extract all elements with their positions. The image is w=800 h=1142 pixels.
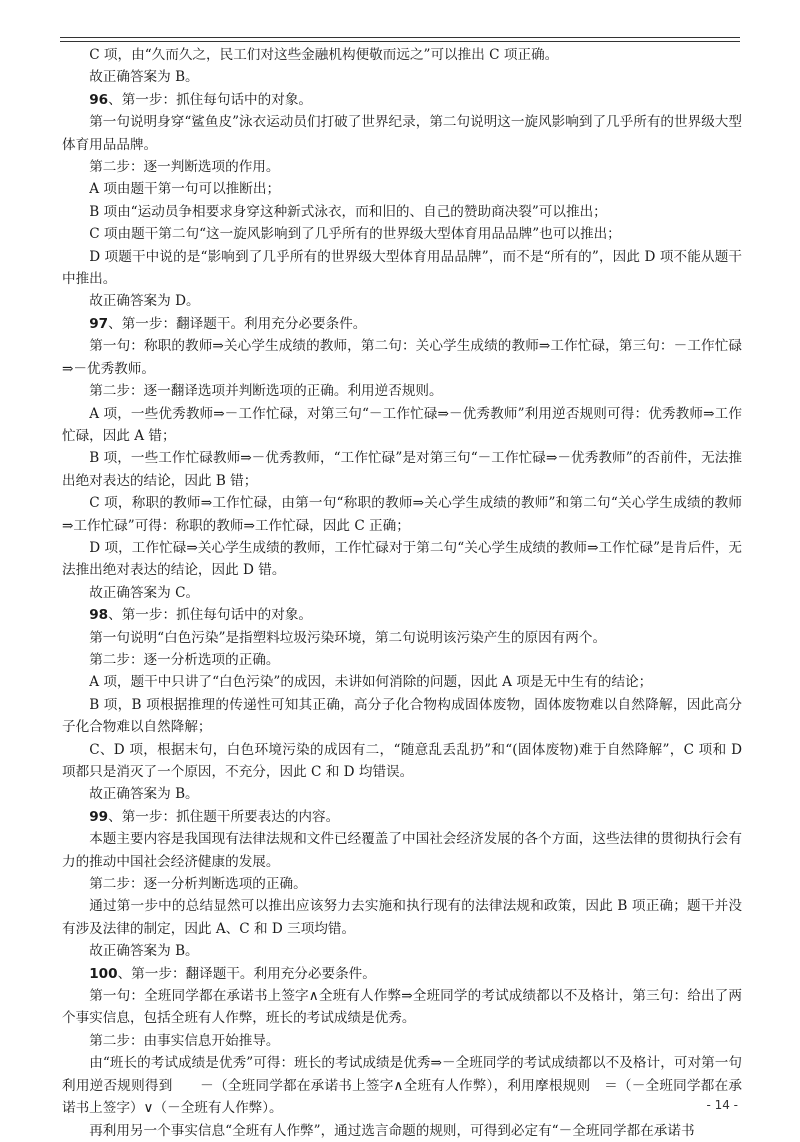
- paragraph: [62, 806, 742, 828]
- paragraph: [62, 739, 742, 784]
- paragraph: [62, 44, 742, 66]
- paragraph: [62, 828, 742, 873]
- paragraph: [62, 963, 742, 985]
- paragraph-text: 故正确答案为 C。: [89, 584, 200, 601]
- paragraph-text: 第二步：由事实信息开始推导。: [89, 1032, 280, 1049]
- paragraph-text: 、第一步：翻译题干。利用充分必要条件。: [117, 965, 376, 982]
- paragraph: [62, 649, 742, 671]
- paragraph: [62, 1030, 742, 1052]
- question-number: 96: [89, 91, 109, 108]
- paragraph: [62, 290, 742, 312]
- paragraph: [62, 178, 742, 200]
- document-body: [62, 44, 742, 1142]
- paragraph: [62, 873, 742, 895]
- paragraph-text: 故正确答案为 B。: [89, 786, 199, 803]
- paragraph: [62, 447, 742, 492]
- paragraph: [62, 671, 742, 693]
- question-number: 98: [89, 607, 109, 624]
- paragraph-text: 第二步：逐一翻译选项并判断选项的正确。利用逆否规则。: [89, 383, 443, 400]
- paragraph: [62, 940, 742, 962]
- paragraph: [62, 895, 742, 940]
- question-number: 97: [89, 315, 109, 332]
- paragraph-text: C 项，由“久而久之，民工们对这些金融机构便敬而远之”可以推出 C 项正确。: [89, 47, 559, 63]
- paragraph-text: A 项由题干第一句可以推断出；: [89, 181, 281, 198]
- page-number: - 14 -: [706, 1098, 738, 1112]
- paragraph-text: 第一句：称职的教师⇒关心学生成绩的教师，第二句：关心学生成绩的教师⇒工作忙碌，第三句：－工作忙碌⇒－优秀教师。: [62, 338, 742, 377]
- paragraph: [62, 156, 742, 178]
- paragraph: [62, 223, 742, 245]
- paragraph-text: C 项，称职的教师⇒工作忙碌，由第一句“称职的教师⇒关心学生成绩的教师”和第二句“关心学生成绩的教师⇒工作忙碌”可得：称职的教师⇒工作忙碌，因此 C 正确；: [62, 495, 742, 534]
- paragraph: [62, 89, 742, 111]
- paragraph-text: 第二步：逐一分析判断选项的正确。: [89, 876, 307, 893]
- paragraph-text: D 项题干中说的是“影响到了几乎所有的世界级大型体育用品品牌”，而不是“所有的”，因此 D 项不能从题干中推出。: [62, 248, 742, 288]
- paragraph-text: B 项，B 项根据推理的传递性可知其正确，高分子化合物构成固体废物，固体废物难以自然降解，因此高分子化合物难以自然降解；: [62, 696, 742, 736]
- paragraph-text: 、第一步：抓住题干所要表达的内容。: [108, 808, 340, 825]
- paragraph-text: D 项，工作忙碌⇒关心学生成绩的教师，工作忙碌对于第二句“关心学生成绩的教师⇒工作忙碌”是肯后件，无法推出绝对表达的结论，因此 D 错。: [62, 539, 742, 579]
- paragraph: [62, 492, 742, 537]
- paragraph: [62, 1052, 742, 1119]
- paragraph-text: A 项，一些优秀教师⇒－工作忙碌，对第三句“－工作忙碌⇒－优秀教师”利用逆否规则可得：优秀教师⇒工作忙碌，因此 A 错；: [62, 405, 742, 444]
- paragraph-text: B 项，一些工作忙碌教师⇒－优秀教师，“工作忙碌”是对第三句“－工作忙碌⇒－优秀教师”的否前件，无法推出绝对表达的结论，因此 B 错；: [62, 450, 742, 489]
- paragraph-text: B 项由“运动员争相要求身穿这种新式泳衣，而和旧的、自己的赞助商决裂”可以推出；: [89, 203, 607, 220]
- paragraph-text: 故正确答案为 B。: [89, 69, 199, 86]
- paragraph-text: 、第一步：抓住每句话中的对象。: [108, 607, 313, 624]
- paragraph: [62, 694, 742, 739]
- question-number: 100: [89, 965, 118, 982]
- paragraph: [62, 1120, 742, 1142]
- paragraph-text: 、第一步：翻译题干。利用充分必要条件。: [108, 315, 367, 332]
- paragraph-text: 本题主要内容是我国现有法律法规和文件已经覆盖了中国社会经济发展的各个方面，这些法律的贯彻执行会有力的推动中国社会经济健康的发展。: [62, 831, 742, 870]
- paragraph-text: 、第一步：抓住每句话中的对象。: [108, 91, 313, 108]
- paragraph-text: 再利用另一个事实信息“全班有人作弊”，通过选言命题的规则，可得到必定有“－全班同学都在承诺书: [89, 1122, 695, 1139]
- paragraph-text: 故正确答案为 B。: [89, 943, 199, 960]
- paragraph: [62, 380, 742, 402]
- paragraph: [62, 335, 742, 380]
- paragraph-text: 由“班长的考试成绩是优秀”可得：班长的考试成绩是优秀⇒－全班同学的考试成绩都以不及格计，可对第一句利用逆否规则得到 －（全班同学都在承诺书上签字∧全班有人作弊），利用摩根规则 ＝（－全班同学都在承诺书上签字）∨（－全班有人作弊）。: [62, 1055, 742, 1117]
- header-rule-thin: [60, 41, 740, 42]
- paragraph-text: 第二步：逐一分析选项的正确。: [89, 651, 280, 668]
- paragraph: [62, 201, 742, 223]
- paragraph: [62, 313, 742, 335]
- question-number: 99: [89, 808, 109, 825]
- paragraph-text: 第一句说明“白色污染”是指塑料垃圾污染环境，第二句说明该污染产生的原因有两个。: [89, 629, 607, 646]
- paragraph: [62, 66, 742, 88]
- paragraph: [62, 111, 742, 156]
- paragraph-text: A 项，题干中只讲了“白色污染”的成因，未讲如何消除的问题，因此 A 项是无中生有的结论；: [89, 674, 653, 691]
- paragraph-text: C、D 项，根据末句，白色环境污染的成因有二，“随意乱丢乱扔”和“(固体废物)难于自然降解”，C 项和 D 项都只是消灭了一个原因，不充分，因此 C 和 D 均错误。: [62, 741, 742, 780]
- header-rule-thick: [60, 37, 740, 38]
- paragraph-text: 第一句：全班同学都在承诺书上签字∧全班有人作弊⇒全班同学的考试成绩都以不及格计，第三句：给出了两个事实信息，包括全班有人作弊，班长的考试成绩是优秀。: [62, 988, 742, 1027]
- paragraph-text: 第一句说明身穿“鲨鱼皮”泳衣运动员们打破了世界纪录，第二句说明这一旋风影响到了几乎所有的世界级大型体育用品品牌。: [62, 114, 742, 153]
- paragraph: [62, 537, 742, 582]
- paragraph: [62, 985, 742, 1030]
- paragraph: [62, 627, 742, 649]
- paragraph: [62, 582, 742, 604]
- paragraph: [62, 403, 742, 448]
- paragraph-text: 第二步：逐一判断选项的作用。: [89, 159, 280, 176]
- paragraph: [62, 246, 742, 291]
- paragraph-text: 通过第一步中的总结显然可以推出应该努力去实施和执行现有的法律法规和政策，因此 B 项正确；题干并没有涉及法律的制定，因此 A、C 和 D 三项均错。: [62, 898, 742, 937]
- paragraph-text: C 项由题干第二句“这一旋风影响到了几乎所有的世界级大型体育用品品牌”也可以推出；: [89, 226, 621, 243]
- paragraph: [62, 783, 742, 805]
- paragraph-text: 故正确答案为 D。: [89, 293, 200, 310]
- paragraph: [62, 604, 742, 626]
